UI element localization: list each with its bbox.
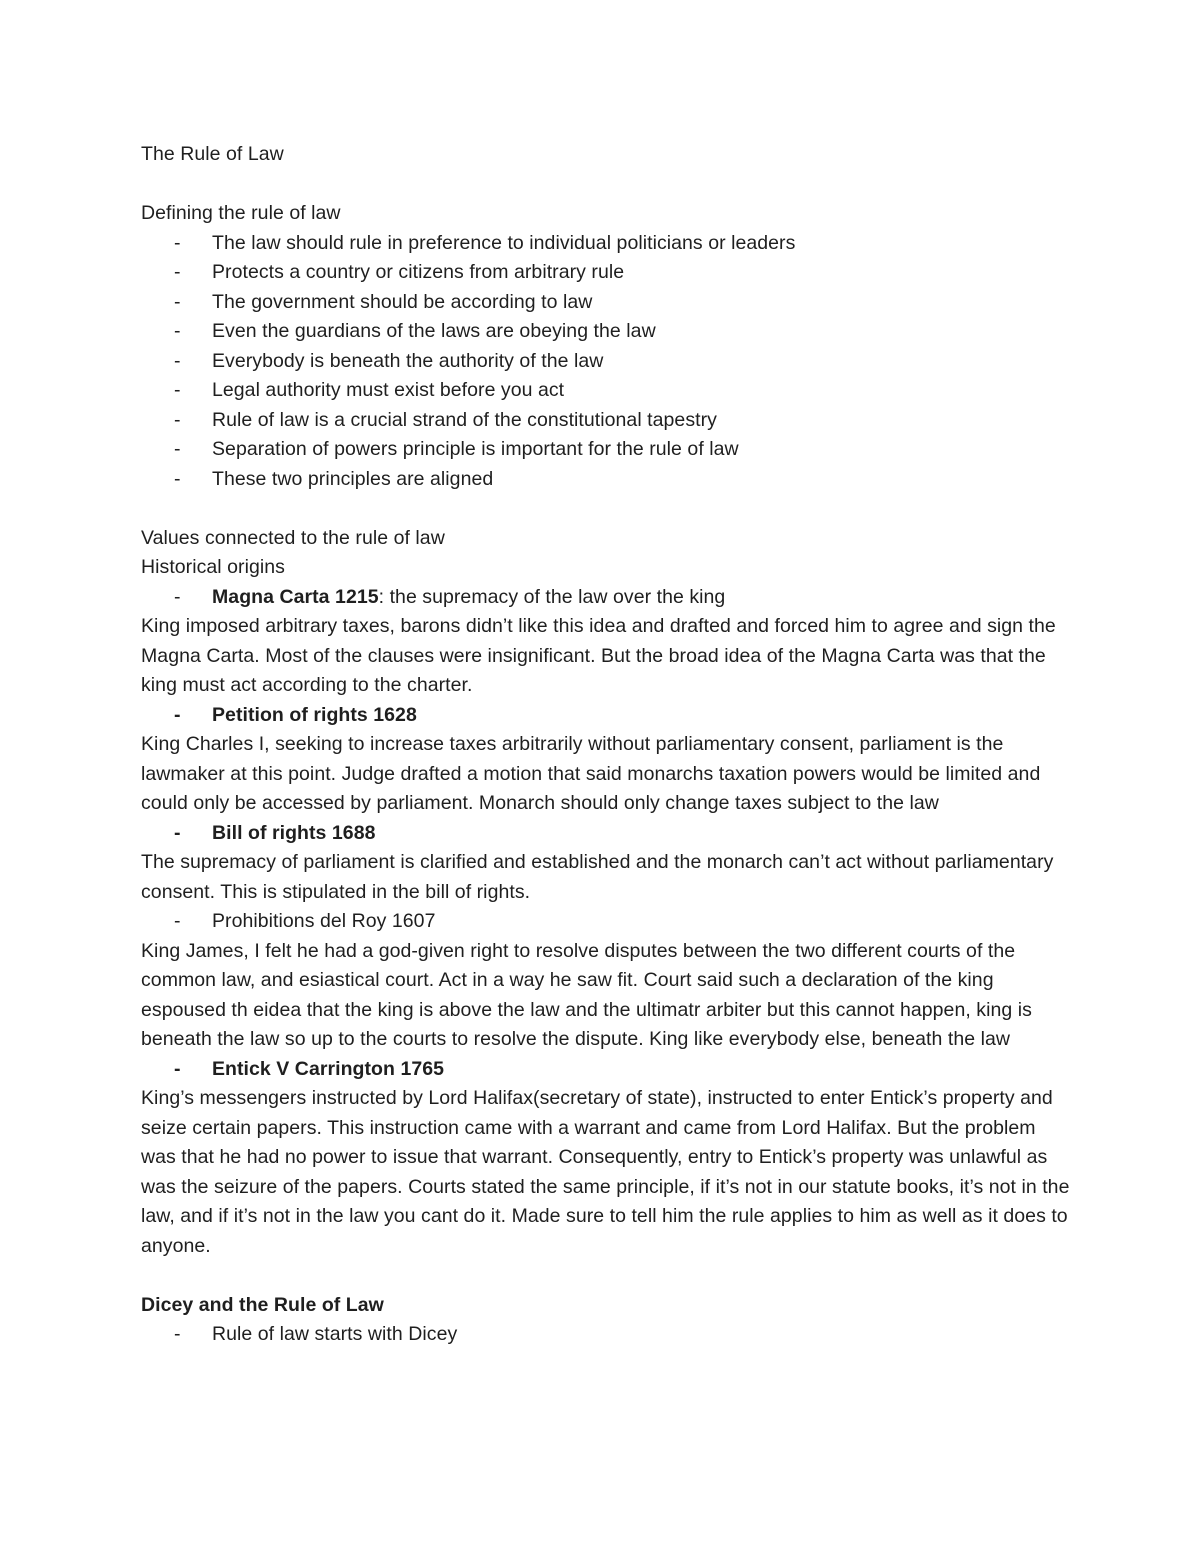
list-item-rest: : the supremacy of the law over the king	[378, 585, 726, 608]
bullet-dash: -	[174, 910, 181, 932]
bullet-dash: -	[174, 1323, 181, 1345]
list-item-text: Separation of powers principle is important for the rule of law	[212, 438, 739, 460]
bullet-dash: -	[174, 1057, 181, 1080]
bullet-dash: -	[174, 821, 181, 844]
list-item	[141, 406, 1071, 436]
bullet-dash: -	[174, 320, 181, 342]
paragraph-prohibitions: King James, I felt he had a god-given right to resolve disputes between the two different courts of the common law, and esiastical court. Act in a way he saw fit. Court said such a declaration of the king espoused th eidea that the king is above the law and the ultimatr arbiter but this cannot happen, king is beneath the law so up to the courts to resolve the dispute. King like everybody else, beneath the law	[141, 939, 1032, 1050]
list-item	[141, 435, 1071, 465]
list-item-text: Rule of law is a crucial strand of the constitutional tapestry	[212, 408, 717, 431]
bullet-dash: -	[174, 349, 181, 372]
paragraph-magna-carta: King imposed arbitrary taxes, barons didn’t like this idea and drafted and forced him to agree and sign the Magna Carta. Most of the clauses were insignificant. But the broad idea of the Magna Carta was that the king must act according to the charter.	[141, 615, 1056, 696]
list-item-text: The law should rule in preference to individual politicians or leaders	[212, 231, 796, 254]
list-item-text: Protects a country or citizens from arbitrary rule	[212, 261, 625, 283]
list-item-text	[212, 583, 1071, 613]
spacer	[141, 494, 1071, 524]
bullet-dash: -	[174, 438, 181, 460]
list-item	[141, 258, 1071, 288]
section-heading-dicey: Dicey and the Rule of Law	[141, 1293, 384, 1316]
list-item-petition	[141, 701, 1071, 731]
list-item-text: Legal authority must exist before you act	[212, 379, 565, 401]
list-item-text: The government should be according to law	[212, 290, 593, 313]
list-item	[141, 317, 1071, 347]
list-item-text: Prohibitions del Roy 1607	[212, 910, 436, 932]
list-item	[141, 1320, 1071, 1350]
list-item	[141, 376, 1071, 406]
list-item-entick	[141, 1055, 1071, 1085]
list-item-magna-carta	[141, 583, 1071, 613]
bullet-dash: -	[174, 585, 181, 608]
list-item-text: Everybody is beneath the authority of the law	[212, 349, 604, 372]
list-item-text: These two principles are aligned	[212, 467, 494, 490]
spacer	[141, 1261, 1071, 1291]
document-title: The Rule of Law	[141, 143, 284, 165]
section-heading-defining: Defining the rule of law	[141, 202, 341, 224]
list-item	[141, 288, 1071, 318]
paragraph-petition: King Charles I, seeking to increase taxes arbitrarily without parliamentary consent, parliament is the lawmaker at this point. Judge drafted a motion that said monarchs taxation powers would be limited and could only be accessed by parliament. Monarch should only change taxes subject to the law	[141, 733, 1041, 814]
list-item-text: Petition of rights 1628	[212, 703, 417, 726]
spacer	[141, 170, 1071, 200]
bullet-dash: -	[174, 231, 181, 254]
list-item	[141, 465, 1071, 495]
document-page	[141, 140, 1071, 1350]
list-item-prohibitions	[141, 907, 1071, 937]
subheading-historical-origins: Historical origins	[141, 556, 285, 578]
bullet-dash: -	[174, 703, 181, 726]
bullet-dash: -	[174, 261, 181, 283]
list-item	[141, 347, 1071, 377]
bullet-dash: -	[174, 467, 181, 490]
bold-term: Magna Carta 1215	[212, 585, 379, 608]
paragraph-entick: King’s messengers instructed by Lord Halifax(secretary of state), instructed to enter Entick’s property and seize certain papers. This instruction came with a warrant and came from Lord Halifax. But the problem was that he had no power to issue that warrant. Consequently, entry to Entick’s property was unlawful as was the seizure of the papers. Courts stated the same principle, if it’s not in our statute books, it’s not in the law, and if it’s not in the law you cant do it. Made sure to tell him the rule applies to him as well as it does to anyone.	[141, 1087, 1070, 1257]
bullet-dash: -	[174, 379, 181, 401]
list-item-bill-of-rights	[141, 819, 1071, 849]
list-item-text: Bill of rights 1688	[212, 821, 376, 844]
section-heading-values: Values connected to the rule of law	[141, 526, 445, 549]
paragraph-bill-of-rights: The supremacy of parliament is clarified and established and the monarch can’t act without parliamentary consent. This is stipulated in the bill of rights.	[141, 851, 1054, 903]
list-item-text: Rule of law starts with Dicey	[212, 1323, 458, 1345]
bullet-dash: -	[174, 408, 181, 431]
list-item	[141, 229, 1071, 259]
bullet-dash: -	[174, 290, 181, 313]
list-item-text: Entick V Carrington 1765	[212, 1057, 445, 1080]
list-item-text: Even the guardians of the laws are obeying the law	[212, 320, 656, 342]
